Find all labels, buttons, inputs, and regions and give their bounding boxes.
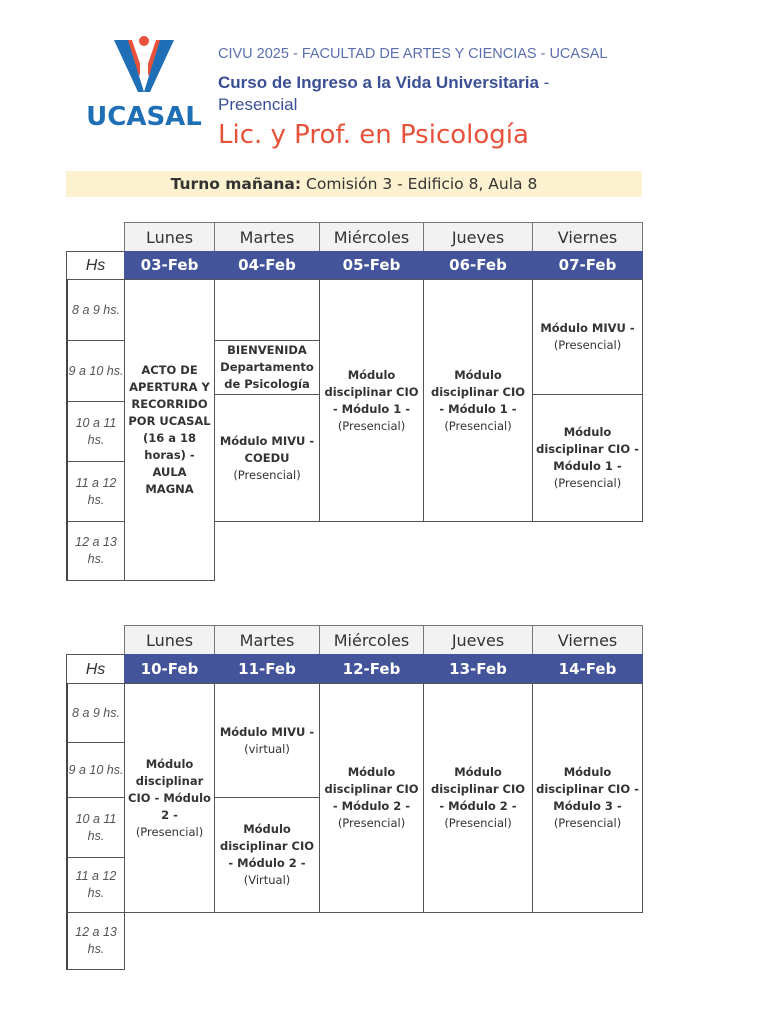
activity-mode: (Presencial) bbox=[444, 816, 512, 830]
day-header: Martes bbox=[214, 625, 320, 655]
hour-label: 10 a 11 hs. bbox=[66, 797, 125, 858]
activity-mode: (Presencial) bbox=[553, 338, 622, 352]
career-title: Lic. y Prof. en Psicología bbox=[218, 120, 529, 150]
hour-label: 12 a 13 hs. bbox=[66, 912, 125, 970]
activity-lunes bbox=[124, 279, 215, 581]
activity-title: Módulo MIVU - bbox=[219, 724, 315, 739]
empty-slot bbox=[214, 279, 320, 341]
activity-title: Módulo disciplinar CIO - Módulo 2 - bbox=[324, 765, 419, 813]
day-header: Lunes bbox=[124, 625, 215, 655]
activity-mode: (Presencial) bbox=[553, 476, 622, 490]
activity-viernes bbox=[532, 683, 643, 913]
turno-label: Turno mañana: bbox=[170, 175, 302, 193]
activity-martes-2 bbox=[214, 797, 320, 913]
activity-title: ACTO DE APERTURA Y RECORRIDO POR UCASAL (16 a 18 horas) - AULA MAGNA bbox=[128, 363, 211, 496]
header-line-2 bbox=[218, 73, 549, 93]
activity-title: Módulo disciplinar CIO - Módulo 1 - bbox=[430, 367, 525, 416]
date-header: 11-Feb bbox=[214, 654, 320, 684]
day-header: Martes bbox=[214, 222, 320, 252]
hour-label: 11 a 12 hs. bbox=[66, 857, 125, 913]
date-header: 12-Feb bbox=[319, 654, 424, 684]
day-header: Jueves bbox=[423, 625, 533, 655]
hour-label: 11 a 12 hs. bbox=[66, 461, 125, 522]
activity-martes-1 bbox=[214, 340, 320, 395]
day-header: Miércoles bbox=[319, 222, 424, 252]
activity-mode: (Presencial) bbox=[233, 467, 301, 482]
activity-mode: (virtual) bbox=[244, 741, 290, 756]
activity-title: Módulo MIVU - COEDU bbox=[219, 433, 315, 465]
hs-header: Hs bbox=[66, 251, 125, 280]
hour-label: 10 a 11 hs. bbox=[66, 401, 125, 462]
date-header: 04-Feb bbox=[214, 251, 320, 280]
hour-label: 9 a 10 hs. bbox=[66, 742, 125, 798]
hs-header: Hs bbox=[66, 654, 125, 684]
hour-label: 9 a 10 hs. bbox=[66, 340, 125, 402]
date-header: 13-Feb bbox=[423, 654, 533, 684]
activity-title: Módulo disciplinar CIO - Módulo 2 - bbox=[128, 756, 211, 822]
hour-label: 8 a 9 hs. bbox=[66, 279, 125, 341]
ucasal-logo bbox=[84, 36, 204, 136]
hour-label: 12 a 13 hs. bbox=[66, 521, 125, 581]
date-header: 06-Feb bbox=[423, 251, 533, 280]
day-header: Viernes bbox=[532, 222, 643, 252]
course-title-dash: - bbox=[538, 73, 550, 92]
activity-mode: (Presencial) bbox=[553, 816, 622, 830]
date-header: 03-Feb bbox=[124, 251, 215, 280]
activity-martes-2 bbox=[214, 394, 320, 522]
activity-viernes-1 bbox=[532, 279, 643, 395]
activity-mode: (Presencial) bbox=[337, 816, 406, 830]
header-line-1: CIVU 2025 - FACULTAD DE ARTES Y CIENCIAS - UCASAL bbox=[218, 46, 608, 62]
turno-value: Comisión 3 - Edificio 8, Aula 8 bbox=[301, 175, 538, 193]
activity-jueves bbox=[423, 683, 533, 913]
activity-viernes-2 bbox=[532, 394, 643, 522]
day-header: Viernes bbox=[532, 625, 643, 655]
activity-jueves bbox=[423, 279, 533, 522]
activity-title: BIENVENIDA Departamento de Psicología bbox=[220, 343, 314, 391]
day-header: Miércoles bbox=[319, 625, 424, 655]
activity-title: Módulo disciplinar CIO - Módulo 2 - bbox=[219, 822, 314, 870]
activity-title: Módulo MIVU - bbox=[540, 321, 635, 335]
logo-text: UCASAL bbox=[86, 102, 202, 132]
day-header: Lunes bbox=[124, 222, 215, 252]
date-header: 05-Feb bbox=[319, 251, 424, 280]
activity-martes-1 bbox=[214, 683, 320, 798]
day-header: Jueves bbox=[423, 222, 533, 252]
date-header: 07-Feb bbox=[532, 251, 643, 280]
date-header: 14-Feb bbox=[532, 654, 643, 684]
header-line-3: Presencial bbox=[218, 95, 298, 114]
activity-mode: (Virtual) bbox=[243, 873, 291, 887]
activity-lunes bbox=[124, 683, 215, 913]
activity-miercoles bbox=[319, 279, 424, 522]
activity-title: Módulo disciplinar CIO - Módulo 1 - bbox=[536, 425, 639, 473]
course-title: Curso de Ingreso a la Vida Universitaria bbox=[218, 73, 539, 92]
activity-title: Módulo disciplinar CIO - Módulo 3 - bbox=[536, 765, 639, 813]
activity-title: Módulo disciplinar CIO - Módulo 2 - bbox=[430, 765, 525, 813]
activity-mode: (Presencial) bbox=[444, 418, 512, 433]
activity-mode: (Presencial) bbox=[337, 418, 406, 433]
hour-label: 8 a 9 hs. bbox=[66, 683, 125, 743]
activity-mode: (Presencial) bbox=[135, 824, 204, 839]
activity-title: Módulo disciplinar CIO - Módulo 1 - bbox=[324, 367, 419, 416]
activity-miercoles bbox=[319, 683, 424, 913]
turno-banner bbox=[66, 171, 642, 197]
date-header: 10-Feb bbox=[124, 654, 215, 684]
ucasal-v-icon bbox=[84, 36, 204, 102]
